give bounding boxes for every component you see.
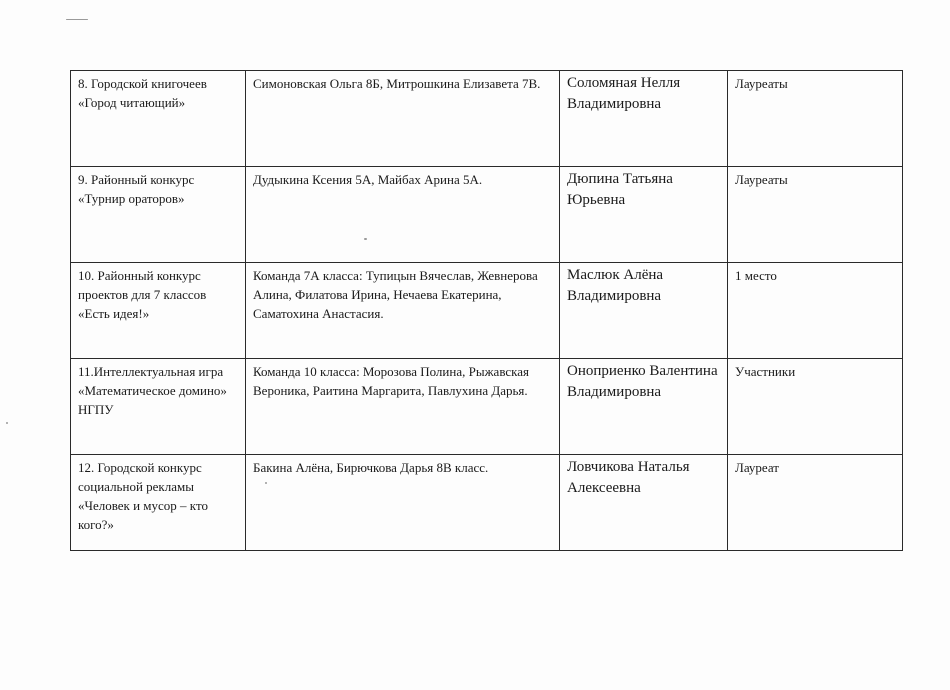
participants-cell: Бакина Алёна, Бирючкова Дарья 8В класс. xyxy=(246,455,560,551)
scan-speck xyxy=(66,19,88,20)
participants-cell: Команда 7А класса: Тупицын Вячеслав, Жевнерова Алина, Филатова Ирина, Нечаева Екатерина, Саматохина Анастасия. xyxy=(246,263,560,359)
participants-cell: Команда 10 класса: Морозова Полина, Рыжавская Вероника, Раитина Маргарита, Павлухина Дарья. xyxy=(246,359,560,455)
result-cell: Лауреаты xyxy=(728,167,903,263)
table-row xyxy=(71,359,903,455)
mentor-cell: Ловчикова Наталья Алексеевна xyxy=(560,455,728,551)
mentor-cell: Оноприенко Валентина Владимировна xyxy=(560,359,728,455)
mentor-cell: Дюпина Татьяна Юрьевна xyxy=(560,167,728,263)
event-cell: 12. Городской конкурс социальной рекламы «Человек и мусор – кто кого?» xyxy=(71,455,246,551)
result-cell: Лауреат xyxy=(728,455,903,551)
result-cell: Лауреаты xyxy=(728,71,903,167)
participants-cell: Симоновская Ольга 8Б, Митрошкина Елизавета 7В. xyxy=(246,71,560,167)
event-cell: 10. Районный конкурс проектов для 7 классов «Есть идея!» xyxy=(71,263,246,359)
event-cell: 11.Интеллектуальная игра «Математическое домино» НГПУ xyxy=(71,359,246,455)
scan-speck xyxy=(6,422,8,424)
participants-cell: Дудыкина Ксения 5А, Майбах Арина 5А. xyxy=(246,167,560,263)
table-row xyxy=(71,455,903,551)
result-cell: 1 место xyxy=(728,263,903,359)
event-cell: 8. Городской книгочеев «Город читающий» xyxy=(71,71,246,167)
results-table xyxy=(70,70,903,551)
event-cell: 9. Районный конкурс «Турнир ораторов» xyxy=(71,167,246,263)
table-row xyxy=(71,263,903,359)
mentor-cell: Соломяная Нелля Владимировна xyxy=(560,71,728,167)
table-row xyxy=(71,71,903,167)
table-row xyxy=(71,167,903,263)
result-cell: Участники xyxy=(728,359,903,455)
mentor-cell: Маслюк Алёна Владимировна xyxy=(560,263,728,359)
